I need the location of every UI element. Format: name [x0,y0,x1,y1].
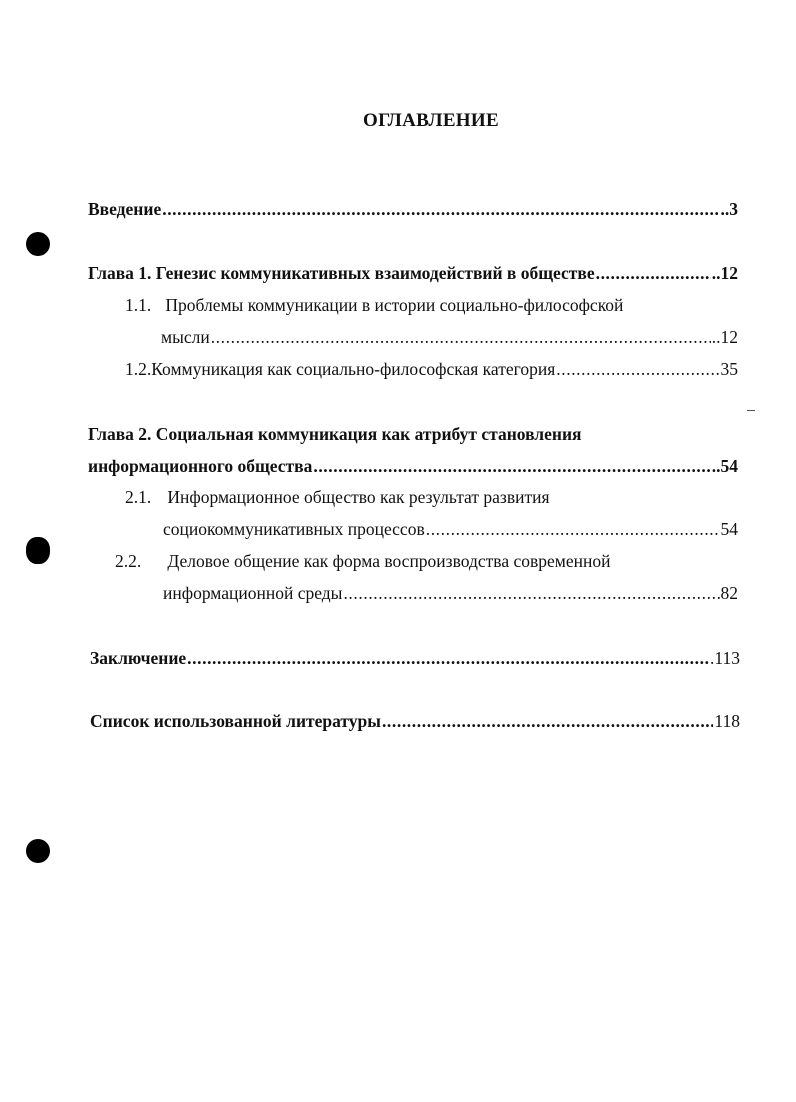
scan-speck [747,410,755,411]
dot-leader [596,262,711,284]
section-number: 1.2. [125,359,152,379]
toc-entry-label: Заключение [90,648,187,668]
toc-entry-label: Список использованной литературы [90,711,381,731]
toc-entry-label: Деловое общение как форма воспроизводства современной [167,551,611,571]
dot-leader [313,455,710,477]
toc-entry-chapter2[interactable] [88,423,582,445]
toc-page-number: ..54 [711,456,738,476]
toc-entry-section-1-2[interactable] [125,358,738,380]
toc-entry-label: социокоммуникативных процессов [163,519,425,539]
toc-entry-label: Проблемы коммуникации в истории социально-философской [165,295,624,315]
toc-entry-intro[interactable] [88,198,738,220]
toc-page-number: 54 [720,519,738,539]
dot-leader [343,582,719,604]
toc-entry-chapter1[interactable] [88,262,738,284]
toc-entry-section-2-2[interactable] [115,550,610,572]
toc-page-number: 118 [714,711,740,731]
toc-entry-bibliography[interactable] [90,710,740,732]
toc-entry-conclusion[interactable] [90,647,740,669]
toc-entry-section-2-2-cont[interactable] [163,582,738,604]
section-number: 2.1. [125,487,152,507]
punch-hole-top [26,232,50,256]
toc-page-number: 82 [720,583,738,603]
toc-page-number: 35 [720,359,738,379]
punch-hole-middle [26,537,50,564]
section-number: 2.2. [115,551,142,571]
dot-leader [162,198,719,220]
toc-entry-label: информационной среды [163,583,343,603]
toc-entry-label: Глава 2. Социальная коммуникация как атрибут становления [88,424,582,444]
dot-leader [556,358,719,380]
toc-entry-label: мысли [161,327,210,347]
dot-leader [187,647,709,669]
toc-page-number: ..3 [720,199,738,219]
section-number: 1.1. [125,295,152,315]
dot-leader [211,326,711,348]
toc-entry-section-1-1-cont[interactable] [161,326,738,348]
toc-entry-chapter2-cont[interactable] [88,455,738,477]
toc-entry-section-2-1[interactable] [125,486,550,508]
toc-page-number: .113 [710,648,740,668]
toc-title: ОГЛАВЛЕНИЕ [363,110,499,131]
dot-leader [426,518,720,540]
punch-hole-bottom [26,839,50,863]
toc-entry-section-1-1[interactable] [125,294,623,316]
toc-entry-label: информационного общества [88,456,313,476]
toc-entry-label: Коммуникация как социально-философская категория [151,359,556,379]
toc-entry-label: Введение [88,199,162,219]
toc-entry-label: Глава 1. Генезис коммуникативных взаимодействий в обществе [88,263,595,283]
toc-page-number: ..12 [711,263,738,283]
dot-leader [382,710,713,732]
toc-entry-label: Информационное общество как результат развития [167,487,550,507]
toc-page-number: ..12 [711,327,738,347]
toc-entry-section-2-1-cont[interactable] [163,518,738,540]
